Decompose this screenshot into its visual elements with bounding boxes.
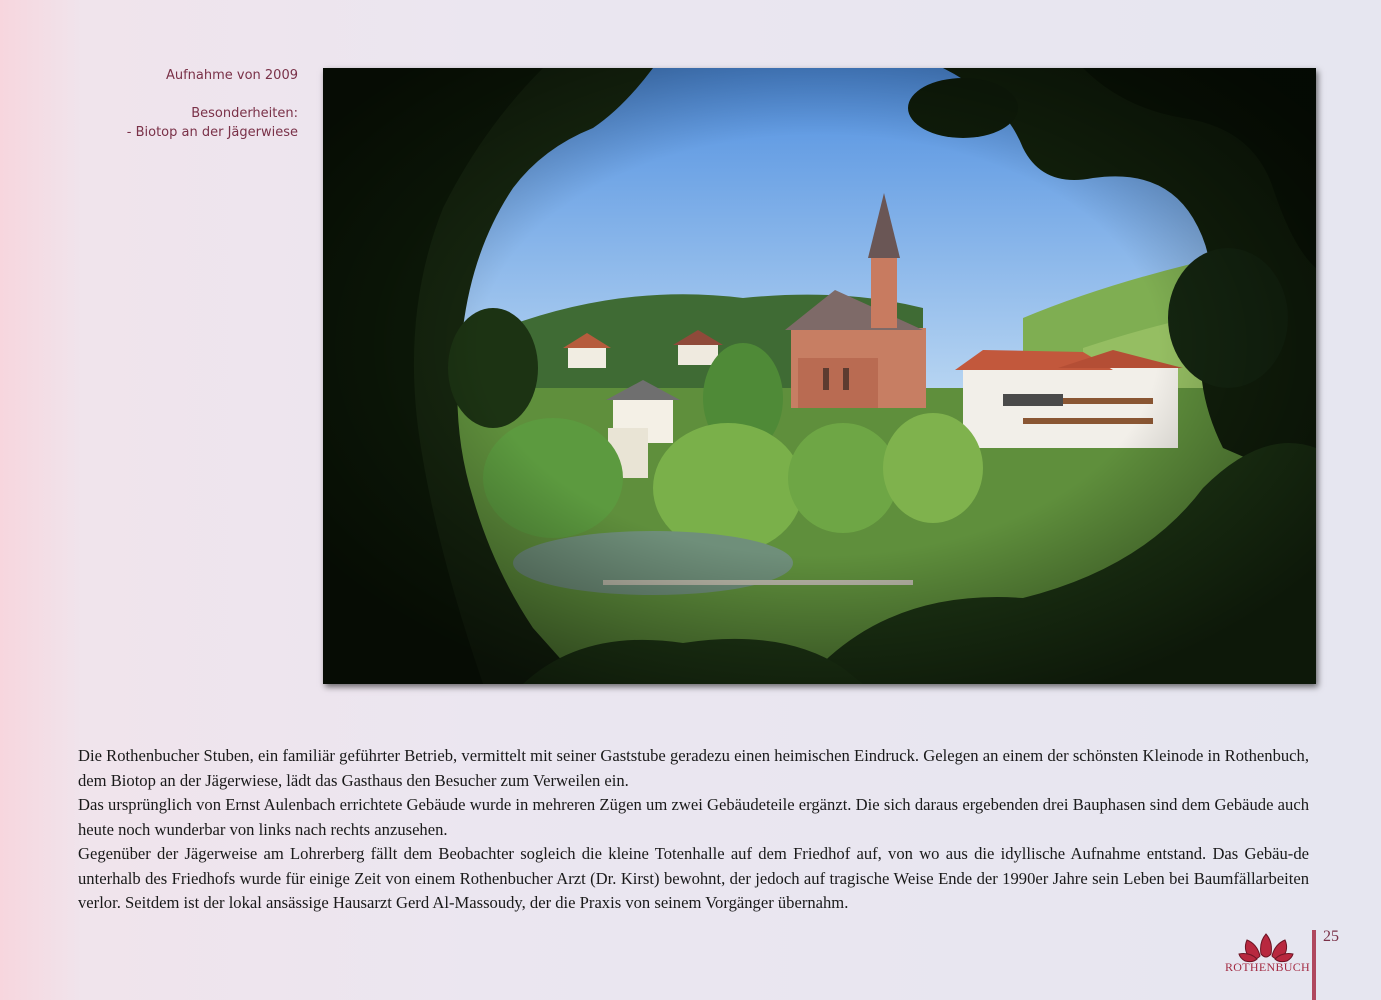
caption-year: Aufnahme von 2009 (165, 68, 298, 83)
body-text (78, 744, 1309, 916)
caption-features-item: - Biotop an der Jägerwiese (126, 125, 298, 140)
body-paragraph-1: Die Rothenbucher Stuben, ein familiär geführter Betrieb, vermittelt mit seiner Gaststube geradezu einen heimischen Eindruck. Gelegen an einem der schönsten Kleinode in Rothenbuch, dem Biotop an der Jägerwiese, lädt das Gasthaus den Besucher zum Verweilen ein. (78, 746, 1309, 790)
page-number: 25 (1323, 928, 1339, 945)
landscape-photo (323, 68, 1316, 684)
photo-caption (127, 66, 298, 142)
logo-wordmark: ROTHENBUCH (1225, 960, 1311, 974)
page-number-rule (1312, 930, 1316, 1000)
body-paragraph-2: Das ursprünglich von Ernst Aulenbach errichtete Gebäude wurde in mehreren Zügen um zwei Gebäudeteile ergänzt. Die sich daraus ergebenden drei Bauphasen sind dem Gebäude auch heute noch wunderbar von links nach rechts anzusehen. (78, 795, 1309, 839)
body-paragraph-3: Gegenüber der Jägerweise am Lohrerberg fällt dem Beobachter sogleich die kleine Totenhalle auf dem Friedhof auf, von wo aus die idyllische Aufnahme entstand. Das Gebäu-de unterhalb des Friedhofs wurde für einige Zeit von einem Rothenbucher Arzt (Dr. Kirst) bewohnt, der jedoch auf tragische Weise Ende der 1990er Jahre sein Leben bei Baumfällarbeiten verlor. Seitdem ist der lokal ansässige Hausarzt Gerd Al-Massoudy, der die Praxis von seinem Vorgänger übernahm. (78, 844, 1309, 912)
caption-features-heading: Besonderheiten: (191, 106, 298, 121)
photo-illustration (323, 68, 1316, 684)
